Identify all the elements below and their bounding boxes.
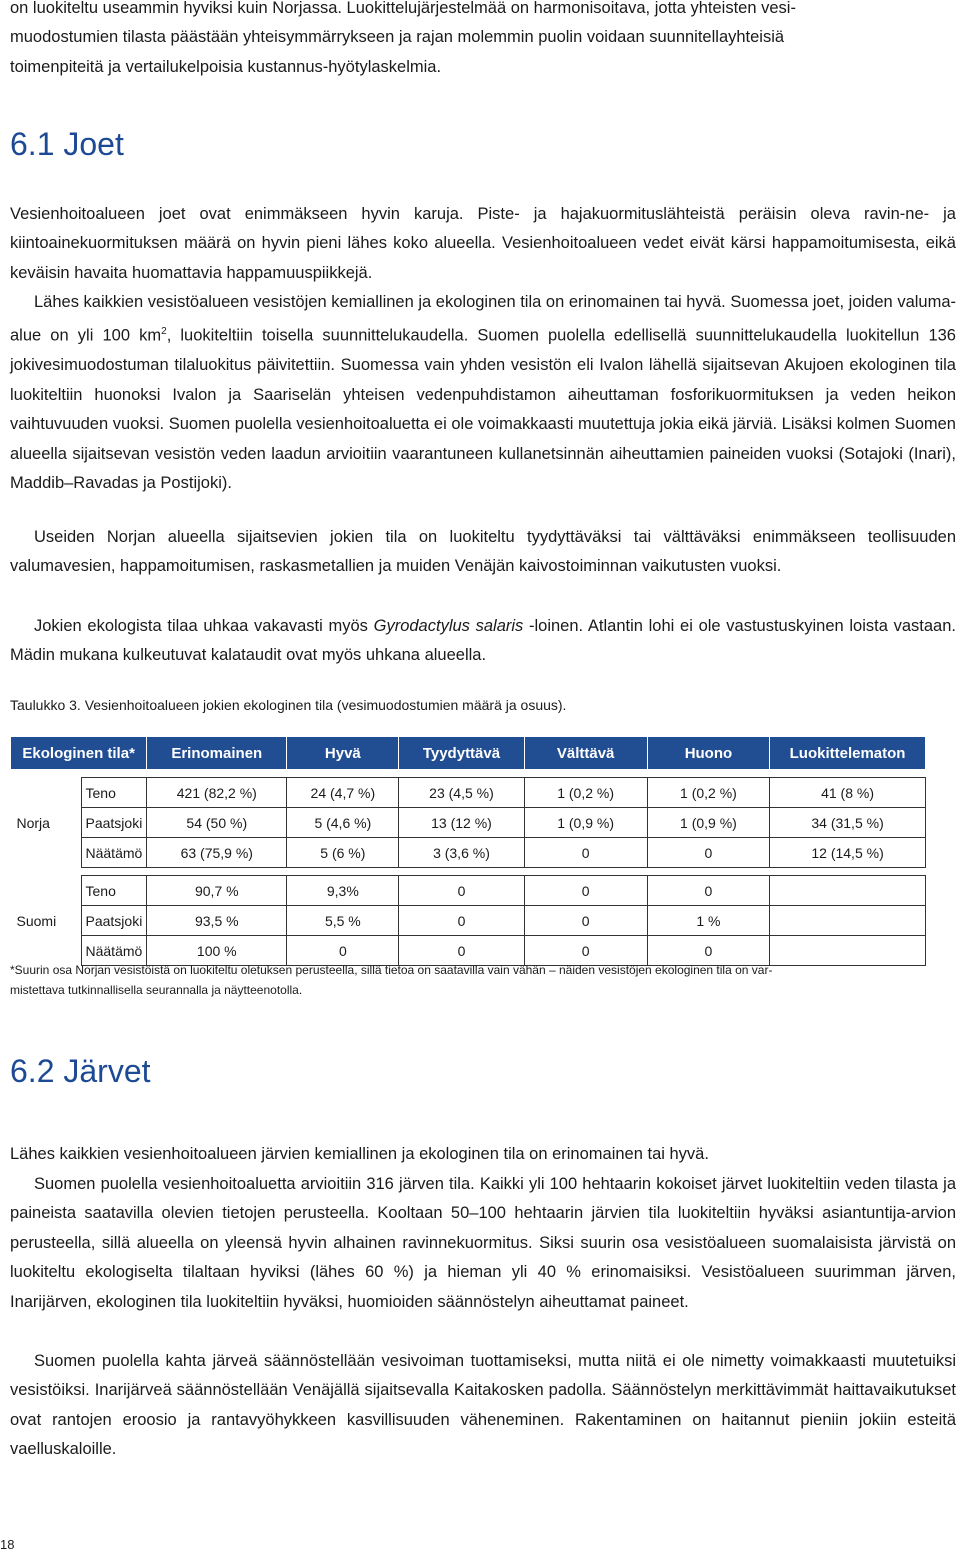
km2-superscript: 2	[161, 326, 167, 338]
country-label: Norja	[16, 814, 50, 831]
section-heading-jarvet: 6.2 Järvet	[10, 1053, 151, 1089]
table-cell: 12 (14,5 %)	[770, 838, 926, 868]
header-cell: Huono	[647, 737, 769, 770]
footnote-line-1: *Suurin osa Norjan vesistöistä on luokiteltu oletuksen perusteella, sillä tietoa on saatavilla vain vähän – näiden vesistöjen ekologinen tila on var-	[10, 963, 773, 977]
table-cell: 1 (0,9 %)	[647, 808, 769, 838]
species-name: Gyrodactylus salaris	[373, 617, 524, 635]
river-name-cell: Näätämö	[81, 838, 147, 868]
table-cell: 0	[399, 936, 524, 966]
joet-p4-text-a: Jokien ekologista tilaa uhkaa vakavasti myös	[34, 617, 374, 635]
table-row	[11, 876, 926, 906]
header-cell: Erinomainen	[147, 737, 287, 770]
joet-p2-sentence-3: Suomen puolella edellisellä suunnittelukaudella luokitellun 136 jokivesimuodostuman tilaluokitus päivitettiin.	[10, 326, 956, 375]
table-cell: 24 (4,7 %)	[287, 778, 399, 808]
jarvet-paragraph-2	[10, 1170, 956, 1317]
joet-p1-sentence-2b: ne- ja kiintoainekuormituksen määrä on hyvin pieni lähes koko alueella.	[10, 205, 956, 253]
table-row	[11, 838, 926, 868]
table-cell: 13 (12 %)	[399, 808, 524, 838]
table-spacer	[11, 770, 926, 778]
joet-paragraph-4	[10, 612, 956, 671]
table-cell: 5,5 %	[287, 906, 399, 936]
table-cell: 5 (4,6 %)	[287, 808, 399, 838]
table-cell: 0	[399, 906, 524, 936]
table-header-row	[11, 737, 926, 770]
joet-p1-sentence-1: Vesienhoitoalueen joet ovat enimmäkseen hyvin karuja.	[10, 205, 464, 223]
table-cell: 0	[647, 876, 769, 906]
table-cell: 3 (3,6 %)	[399, 838, 524, 868]
header-cell: Välttävä	[524, 737, 647, 770]
table-cell: 0	[647, 936, 769, 966]
header-cell: Tyydyttävä	[399, 737, 524, 770]
table-cell: 9,3%	[287, 876, 399, 906]
river-name-cell: Näätämö	[81, 936, 147, 966]
table-cell: 5 (6 %)	[287, 838, 399, 868]
table-cell: 93,5 %	[147, 906, 287, 936]
table-cell: 63 (75,9 %)	[147, 838, 287, 868]
table-cell: 0	[287, 936, 399, 966]
river-name-cell: Teno	[81, 876, 147, 906]
joet-p2-sentence-6: Lisäksi kolmen Suomen alueella sijaitsevan vesistön veden laadun arvioitiin vaarantuneen kullanetsinnän aiheuttamien paineiden vuoksi (Sotajoki (Inari), Maddib–Ravadas ja Postijoki).	[10, 415, 956, 492]
jarvet-p3-text: Suomen puolella kahta järveä säännöstellään vesivoiman tuottamiseksi, mutta niitä ei ole nimetty voimakkaasti muutetuiksi vesistöiksi. Inarijärveä säännöstellään Venäjällä sijaitsevalla Kaitakosken padolla. Säännöstelyn merkittävimmät haittavaikutukset ovat rantojen eroosio ja rantavyöhykkeen kasvillisuuden väheneminen. Rakentaminen on haitannut pieniin jokiin esteitä vaelluskaloille.	[10, 1352, 956, 1459]
jarvet-p2-text: Suomen puolella vesienhoitoaluetta arvioitiin 316 järven tila. Kaikki yli 100 hehtaarin kokoiset järvet luokiteltiin veden tilasta ja paineista saatavilla olevien tietojen perusteella. Kooltaan 50–100 hehtaarin järvien tila luokiteltiin hyväksi asiantuntija-arvion perusteella, sillä alueella on yleensä hyvin alhainen ravinnekuormitus. Siksi suurin osa vesistöalueen suomalaisista järvistä on luokiteltu ekologiselta tilaltaan hyviksi (lähes 60 %) ja hieman yli 40 % erinomaisiksi. Vesistöalueen suurimman järven, Inarijärven, ekologinen tila luokiteltiin hyväksi, huomioiden säännöstelyn aiheuttamat paineet.	[10, 1175, 956, 1311]
table-cell: 54 (50 %)	[147, 808, 287, 838]
table-row	[11, 778, 926, 808]
joet-p3-text: Useiden Norjan alueella sijaitsevien jokien tila on luokiteltu tyydyttäväksi tai välttäväksi enimmäkseen teollisuuden valumavesien, happamoitumisen, raskasmetallien ja muiden Venäjän kaivostoiminnan vaikutusten vuoksi.	[10, 528, 956, 576]
page-number: 18	[0, 1537, 15, 1552]
ecological-status-table	[10, 736, 926, 966]
country-label: Suomi	[16, 912, 57, 929]
table-cell: 421 (82,2 %)	[147, 778, 287, 808]
table-cell: 0	[399, 876, 524, 906]
joet-paragraph-1	[10, 200, 956, 288]
joet-paragraph-3	[10, 523, 956, 582]
river-name-cell: Teno	[81, 778, 147, 808]
joet-p2-sentence-1: Lähes kaikkien vesistöalueen vesistöjen kemiallinen ja ekologinen tila on erinomainen tai hyvä.	[34, 293, 726, 311]
table-cell: 1 (0,2 %)	[647, 778, 769, 808]
table-cell	[770, 906, 926, 936]
table-row	[11, 906, 926, 936]
header-cell: Ekologinen tila*	[11, 737, 147, 770]
header-cell: Hyvä	[287, 737, 399, 770]
joet-p2-sentence-4: Suomessa vain yhden vesistön eli Ivalon lähellä sijaitsevan Akujoen ekologinen tila luokiteltiin huonoksi Ivalon ja Saariselän yhteisen vedenpuhdistamon aiheuttaman fosforikuormituksen ja veden heikon vaihtuvuuden vuoksi.	[10, 356, 956, 434]
joet-p1-sentence-2a: Piste- ja hajakuormituslähteistä peräisin oleva ravin-	[477, 205, 906, 223]
table-cell: 23 (4,5 %)	[399, 778, 524, 808]
jarvet-paragraph-1: Lähes kaikkien vesienhoitoalueen järvien kemiallinen ja ekologinen tila on erinomainen tai hyvä.	[10, 1145, 709, 1163]
table-cell: 100 %	[147, 936, 287, 966]
intro-paragraph	[10, 0, 956, 82]
joet-paragraph-2	[10, 288, 956, 498]
table-cell: 41 (8 %)	[770, 778, 926, 808]
joet-p2-sentence-2-end: , luokiteltiin toisella suunnittelukaudella.	[166, 326, 469, 345]
joet-p1-sentence-3: Vesienhoitoalueen vedet eivät kärsi happamoitumisesta, eikä keväisin havaita huomattavia happamuuspiikkejä.	[10, 234, 956, 282]
table-cell: 0	[524, 906, 647, 936]
table-cell: 1 %	[647, 906, 769, 936]
joet-p2-sentence-2: Suomessa joet, joiden valuma-alue on yli 100 km	[10, 293, 956, 345]
header-cell: Luokittelematon	[770, 737, 926, 770]
jarvet-paragraph-3	[10, 1347, 956, 1465]
table-footnote	[10, 960, 950, 1000]
table-cell: 0	[524, 936, 647, 966]
river-name-cell: Paatsjoki	[81, 906, 147, 936]
intro-line-1: on luokiteltu useammin hyviksi kuin Norjassa. Luokittelujärjestelmää on harmonisoitava, jotta yhteisten vesi-	[10, 0, 796, 17]
table-caption: Taulukko 3. Vesienhoitoalueen jokien ekologinen tila (vesimuodostumien määrä ja osuus).	[10, 697, 567, 713]
table-spacer	[11, 868, 926, 876]
section-heading-joet: 6.1 Joet	[10, 126, 124, 162]
table-cell: 34 (31,5 %)	[770, 808, 926, 838]
table-cell	[770, 876, 926, 906]
intro-line-3: toimenpiteitä ja vertailukelpoisia kustannus-hyötylaskelmia.	[10, 57, 442, 76]
joet-p4-text-b: -loinen. Atlantin lohi ei ole vastustuskyinen loista vastaan. Mädin mukana kulkeutuvat kalataudit ovat myös uhkana alueella.	[10, 617, 956, 665]
intro-line-2: muodostumien tilasta päästään yhteisymmärrykseen ja rajan molemmin puolin voidaan suunnitellayhteisiä	[10, 28, 785, 47]
table-cell: 0	[524, 838, 647, 868]
footnote-line-2: mistettava tutkinnallisella seurannalla ja näytteenotolla.	[10, 983, 303, 997]
river-name-cell: Paatsjoki	[81, 808, 147, 838]
table-cell: 1 (0,9 %)	[524, 808, 647, 838]
table-cell: 0	[647, 838, 769, 868]
table-cell: 1 (0,2 %)	[524, 778, 647, 808]
table-cell: 90,7 %	[147, 876, 287, 906]
table-cell: 0	[524, 876, 647, 906]
table-row	[11, 808, 926, 838]
joet-p2-sentence-5: Suomen puolella vesienhoitoaluetta ei ole voimakkaasti muutettuja jokia eikä järviä.	[168, 415, 778, 434]
